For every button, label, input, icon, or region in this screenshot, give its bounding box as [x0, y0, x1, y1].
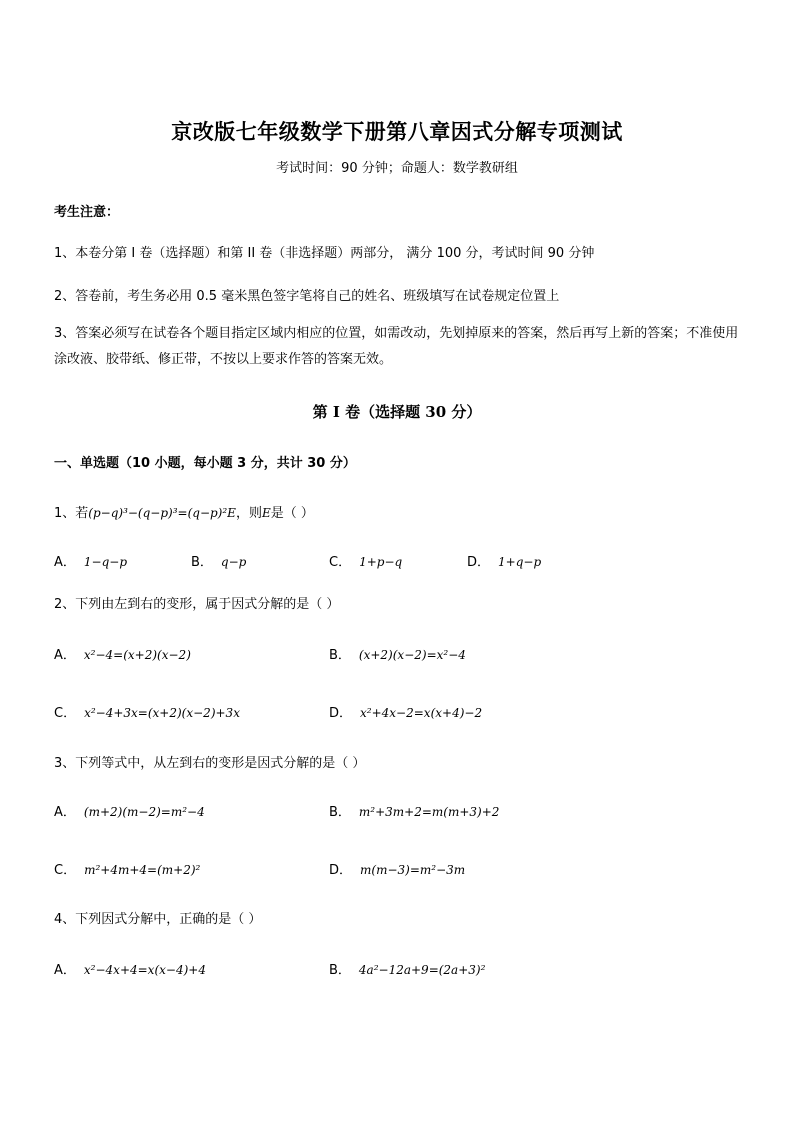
- exam-info: 考试时间：90 分钟；命题人：数学教研组: [276, 161, 518, 176]
- option-label: B．: [329, 963, 351, 978]
- option-label: B．: [329, 805, 351, 820]
- page-title: 京改版七年级数学下册第八章因式分解专项测试: [171, 119, 623, 144]
- question-1-end: 是（ ）: [270, 506, 314, 521]
- notice-item-3: 3、答案必须写在试卷各个题目指定区域内相应的位置，如需改动，先划掉原来的答案，然后再写上新的答案；不准使用涂改液、胶带纸、修正带，不按以上要求作答的答案无效。: [54, 326, 739, 367]
- option-label: C．: [54, 863, 77, 878]
- question-2-option-b[interactable]: [329, 644, 466, 663]
- option-label: A．: [54, 648, 76, 663]
- question-1-stem: [54, 502, 314, 521]
- option-math: m²+4m+4=(m+2)²: [84, 863, 201, 877]
- notice-item-1: 1、本卷分第 I 卷（选择题）和第 II 卷（非选择题）两部分， 满分 100 分，考试时间 90 分钟: [54, 246, 595, 261]
- question-1-suffix: ，则: [235, 506, 262, 521]
- option-label: A．: [54, 963, 76, 978]
- option-label: C．: [54, 706, 77, 721]
- notice-item-2: 2、答卷前，考生务必用 0.5 毫米黑色签字笔将自己的姓名、班级填写在试卷规定位置上: [54, 289, 560, 304]
- question-3-option-b[interactable]: [329, 801, 499, 820]
- question-2-option-a[interactable]: [54, 644, 191, 663]
- section-title: 第 I 卷（选择题 30 分）: [312, 403, 482, 421]
- option-math: m(m−3)=m²−3m: [360, 863, 466, 877]
- option-math: x²−4x+4=x(x−4)+4: [83, 963, 206, 977]
- question-1-option-c[interactable]: [329, 551, 402, 570]
- option-math: 4a²−12a+9=(2a+3)²: [358, 963, 486, 977]
- question-4-stem: 4、下列因式分解中，正确的是（ ）: [54, 912, 262, 927]
- option-math: 1+q−p: [498, 555, 542, 569]
- option-label: D．: [329, 863, 353, 878]
- question-1-option-b[interactable]: [191, 551, 246, 570]
- question-1-equation: (p−q)³−(q−p)³=(q−p)²E: [88, 506, 236, 520]
- part-heading: 一、单选题（10 小题，每小题 3 分，共计 30 分）: [54, 456, 356, 471]
- option-label: B．: [329, 648, 351, 663]
- option-math: q−p: [220, 555, 247, 569]
- option-label: D．: [467, 555, 491, 570]
- question-3-option-c[interactable]: [54, 859, 200, 878]
- question-1-option-a[interactable]: [54, 551, 127, 570]
- option-math: x²−4+3x=(x+2)(x−2)+3x: [84, 706, 240, 720]
- option-label: B．: [191, 555, 213, 570]
- question-1-prefix: 1、若: [54, 506, 89, 521]
- option-math: (m+2)(m−2)=m²−4: [83, 805, 205, 819]
- option-math: x²+4x−2=x(x+4)−2: [360, 706, 483, 720]
- question-1-variable: E: [261, 506, 271, 520]
- notice-heading: 考生注意：: [54, 205, 120, 220]
- question-2-option-c[interactable]: [54, 702, 240, 721]
- question-3-option-d[interactable]: [329, 859, 465, 878]
- option-math: x²−4=(x+2)(x−2): [83, 648, 191, 662]
- question-3-stem: 3、下列等式中，从左到右的变形是因式分解的是（ ）: [54, 756, 366, 771]
- option-label: C．: [329, 555, 352, 570]
- question-2-stem: 2、下列由左到右的变形，属于因式分解的是（ ）: [54, 597, 340, 612]
- option-label: D．: [329, 706, 353, 721]
- option-math: 1+p−q: [359, 555, 403, 569]
- option-math: m²+3m+2=m(m+3)+2: [358, 805, 500, 819]
- question-2-option-d[interactable]: [329, 702, 482, 721]
- question-1-option-d[interactable]: [467, 551, 541, 570]
- option-math: (x+2)(x−2)=x²−4: [358, 648, 466, 662]
- option-label: A．: [54, 805, 76, 820]
- option-math: 1−q−p: [83, 555, 128, 569]
- option-label: A．: [54, 555, 76, 570]
- question-4-option-b[interactable]: [329, 959, 485, 978]
- question-3-option-a[interactable]: [54, 801, 205, 820]
- question-4-option-a[interactable]: [54, 959, 206, 978]
